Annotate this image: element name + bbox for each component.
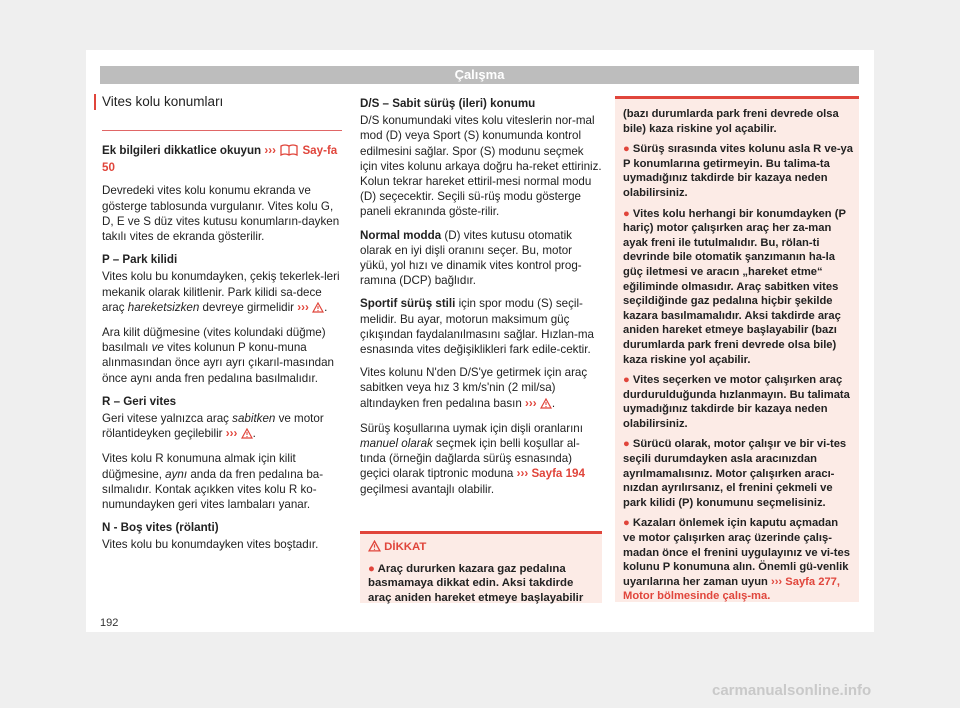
c3-item-text: Vites seçerken ve motor çalışırken araç durdurulduğunda hızlanmayın. Bu talimata uymadığınız takdirde bir kazaya neden olabilirsiniz. bbox=[623, 374, 850, 430]
watermark: carmanualsonline.info bbox=[712, 682, 872, 699]
intro-page-link[interactable]: Say-fa 50 bbox=[102, 144, 338, 175]
bullet-icon: ● bbox=[623, 207, 630, 220]
c3-item-3 bbox=[623, 437, 853, 510]
intro-paragraph bbox=[102, 143, 342, 175]
c3-item-0 bbox=[623, 142, 853, 200]
p-park-text: Vites kolu bu konumdayken, çekiş tekerlek-leri mekanik olarak kilitlenir. Park kilidi sa-dece araç hareketsizken devreye girmelidir ››› . bbox=[102, 269, 342, 317]
r-a: Geri vitese yalnızca araç bbox=[102, 412, 233, 426]
book-icon bbox=[279, 144, 299, 160]
chapter-header: Çalışma bbox=[100, 66, 859, 84]
r-italic: sabitken bbox=[232, 412, 276, 426]
ns-paragraph: Vites kolunu N'den D/S'ye getirmek için araç sabitken veya hız 3 km/s'nin (2 mil/sa) altındayken fren pedalına basın ››› . bbox=[360, 365, 602, 413]
warning-text-body: Araç dururken kazara gaz pedalına basmamaya dikkat edin. Aksi takdirde araç aniden hareket etmeye başlayabilir bbox=[368, 562, 584, 604]
cond-b: seçmek için belli koşullar al-tında (örneğin dağlarda sürüş esnasında) geçici olarak tiptronic moduna bbox=[360, 437, 580, 481]
warning-triangle-icon bbox=[312, 302, 324, 317]
engine-bay-page-link[interactable]: Sayfa 277, Motor bölmesinde çalış-ma. bbox=[623, 575, 841, 603]
r-text: Geri vitese yalnızca araç sabitken ve motor rölantideyken geçilebilir ››› . bbox=[102, 411, 342, 443]
sport-text: için spor modu (S) seçil-melidir. Bu ayar, motorun maksimum güç çıkışından faydalanılmasını sağlar. Hızlan-ma esnasında vites değişiklikleri fark edile-cektir. bbox=[360, 297, 594, 357]
ref-arrow: ››› bbox=[770, 575, 783, 588]
r2-b: anda da fren pedalına ba-sılmalıdır. Kontak açıkken vites kolu R ko-numundayken geri vites lambaları yanar. bbox=[102, 467, 324, 512]
ds-title: D/S – Sabit sürüş (ileri) konumu bbox=[360, 97, 536, 110]
page-number: 192 bbox=[100, 617, 119, 629]
normal-text: (D) vites kutusu otomatik olarak en iyi dişli oranını seçer. Bu, motor yükü, yol hızı ve dinamik vites kontrol prog-ramına (DCP) bağlıdır. bbox=[360, 228, 582, 288]
warning-heading-text: DİKKAT bbox=[384, 541, 427, 553]
r2-text bbox=[102, 451, 342, 512]
c3-item-text: Sürücü olarak, motor çalışır ve bir vi-tes seçili durumdayken asla aracınızdan ayrılmamalısınız. Motor çalışırken aracı-nızdan ayrılırsanız, el frenini çekmeli ve park kilidi (P) konumunu seçmelisiniz. bbox=[623, 438, 847, 509]
warning-triangle-icon bbox=[368, 540, 381, 557]
section-title: Vites kolu konumları bbox=[94, 94, 342, 110]
cond-italic: manuel olarak bbox=[360, 437, 433, 451]
cond-paragraph bbox=[360, 421, 602, 497]
c3-item-1 bbox=[623, 207, 853, 368]
c3-item-2 bbox=[623, 373, 853, 431]
p-park-a: Vites kolu bu konumdayken, çekiş tekerlek-leri mekanik olarak kilitlenir. Park kilidi sa-dece araç bbox=[102, 270, 340, 314]
n-text: Vites kolu bu konumdayken vites boştadır. bbox=[102, 538, 319, 552]
p2-italic: ve bbox=[151, 341, 164, 355]
warning-triangle-icon bbox=[241, 428, 253, 443]
c3-p0: (bazı durumlarda park freni devrede olsa bile) kaza riskine yol açabilir. bbox=[623, 108, 839, 135]
warning-triangle-icon bbox=[540, 398, 552, 413]
bullet-icon: ● bbox=[623, 517, 630, 530]
ref-arrow: ››› bbox=[525, 396, 537, 410]
sport-bold: Sportif sürüş stili bbox=[360, 297, 456, 311]
intro-bold: Ek bilgileri dikkatlice okuyun bbox=[102, 144, 262, 157]
n-title: N - Boş vites (rölanti) bbox=[102, 521, 219, 535]
warning-heading bbox=[368, 540, 594, 557]
ref-arrow: ››› bbox=[516, 467, 529, 481]
cond-c: geçilmesi avantajlı olabilir. bbox=[360, 482, 495, 496]
bullet-icon: ● bbox=[623, 143, 630, 156]
bullet-icon: ● bbox=[368, 562, 375, 575]
ds-text: D/S konumundaki vites kolu viteslerin nor-mal mod (D) veya Sport (S) konumunda kontrol edilmesini sağlar. Spor (S) modunu seçmek için vites kolunu arkaya doğru ha-reket ettiriniz. Kolun tekrar hareket ettiril-mesi normal modu (D) seçecektir. Seçili sü-rüş modu gösterge paneli ekranında göste-rilir. bbox=[360, 114, 602, 219]
cond-page-link[interactable]: Sayfa 194 bbox=[531, 467, 585, 481]
warning-box bbox=[360, 531, 602, 603]
p2-a: Ara kilit düğmesine (vites kolundaki düğme) basılmalı bbox=[102, 326, 326, 355]
sport-paragraph bbox=[360, 296, 602, 357]
c3-item-text: Vites kolu herhangi bir konumdayken (P hariç) motor çalışırken araç her za-man ayak freni ile tutulmalıdır. Bu, rölan-ti devrinde bile otomatik şanzımanın ha-la güç iletmesi ve aracın „hareket etme“ eğiliminde olmasıdır. Araç sabitken vites seçildiğinde gaz pedalına hiçbir şekilde kazara basılmamalıdır. Aksi takdirde araç aniden hareket etmeye başlayabilir (bazı durumlarda park freni devrede olsa bile) kaza riskine yol açabilir. bbox=[623, 207, 846, 366]
r2-italic: aynı bbox=[165, 467, 188, 481]
cond-a: Sürüş koşullarına uymak için dişli oranlarını bbox=[360, 421, 583, 435]
bullet-icon: ● bbox=[623, 438, 630, 451]
normal-bold: Normal modda bbox=[360, 228, 442, 242]
p2-b: vites kolunun P konu-muna alınmasından önce ayrı ayrı çıkarıl-masından önce aynı anda fren pedalına basılmalıdır. bbox=[102, 341, 334, 385]
column-3-warning-continued bbox=[615, 96, 859, 602]
p-park-italic: hareketsizken bbox=[127, 300, 200, 314]
ref-arrow: ››› bbox=[225, 427, 238, 441]
r-b: ve motor rölantideyken geçilebilir bbox=[102, 412, 324, 441]
c3-item-text: Sürüş sırasında vites kolunu asla R ve-ya P konumlarına getirmeyin. Bu talima-ta uymadığınız takdirde bir kazaya neden olabilirsiniz. bbox=[623, 143, 853, 199]
normal-paragraph bbox=[360, 228, 602, 289]
ns-text: Vites kolunu N'den D/S'ye getirmek için araç sabitken veya hız 3 km/s'nin (2 mil/sa) altındayken fren pedalına basın bbox=[360, 366, 588, 410]
ref-arrow: ››› bbox=[264, 144, 276, 157]
section-title-wrap bbox=[102, 94, 342, 131]
column-1 bbox=[102, 94, 342, 561]
p1: Devredeki vites kolu konumu ekranda ve gösterge tablosunda vurgulanır. Vites kolu G, D, E ve S düz vites kutusu konumların-dayken takılı vites de ekranda gösterilir. bbox=[102, 184, 340, 244]
p-park-b: devreye girmelidir bbox=[199, 300, 295, 314]
p-title: P – Park kilidi bbox=[102, 253, 178, 267]
p2 bbox=[102, 325, 342, 386]
ref-arrow: ››› bbox=[297, 300, 309, 314]
c3-item-text: Kazaları önlemek için kaputu açmadan ve motor çalışırken araç üzerinde çalış-madan önce el frenini uygulayınız ve vi-tes kolunu P konumuna alın. Önemli gü-venlik uyarılarına her zaman uyun bbox=[623, 517, 850, 588]
column-2 bbox=[360, 96, 602, 505]
c3-item-4 bbox=[623, 516, 853, 604]
bullet-icon: ● bbox=[623, 374, 630, 387]
r-title: R – Geri vites bbox=[102, 394, 177, 408]
r2-a: Vites kolu R konumuna almak için kilit düğmesine, bbox=[102, 452, 296, 481]
warning-text bbox=[368, 562, 594, 606]
